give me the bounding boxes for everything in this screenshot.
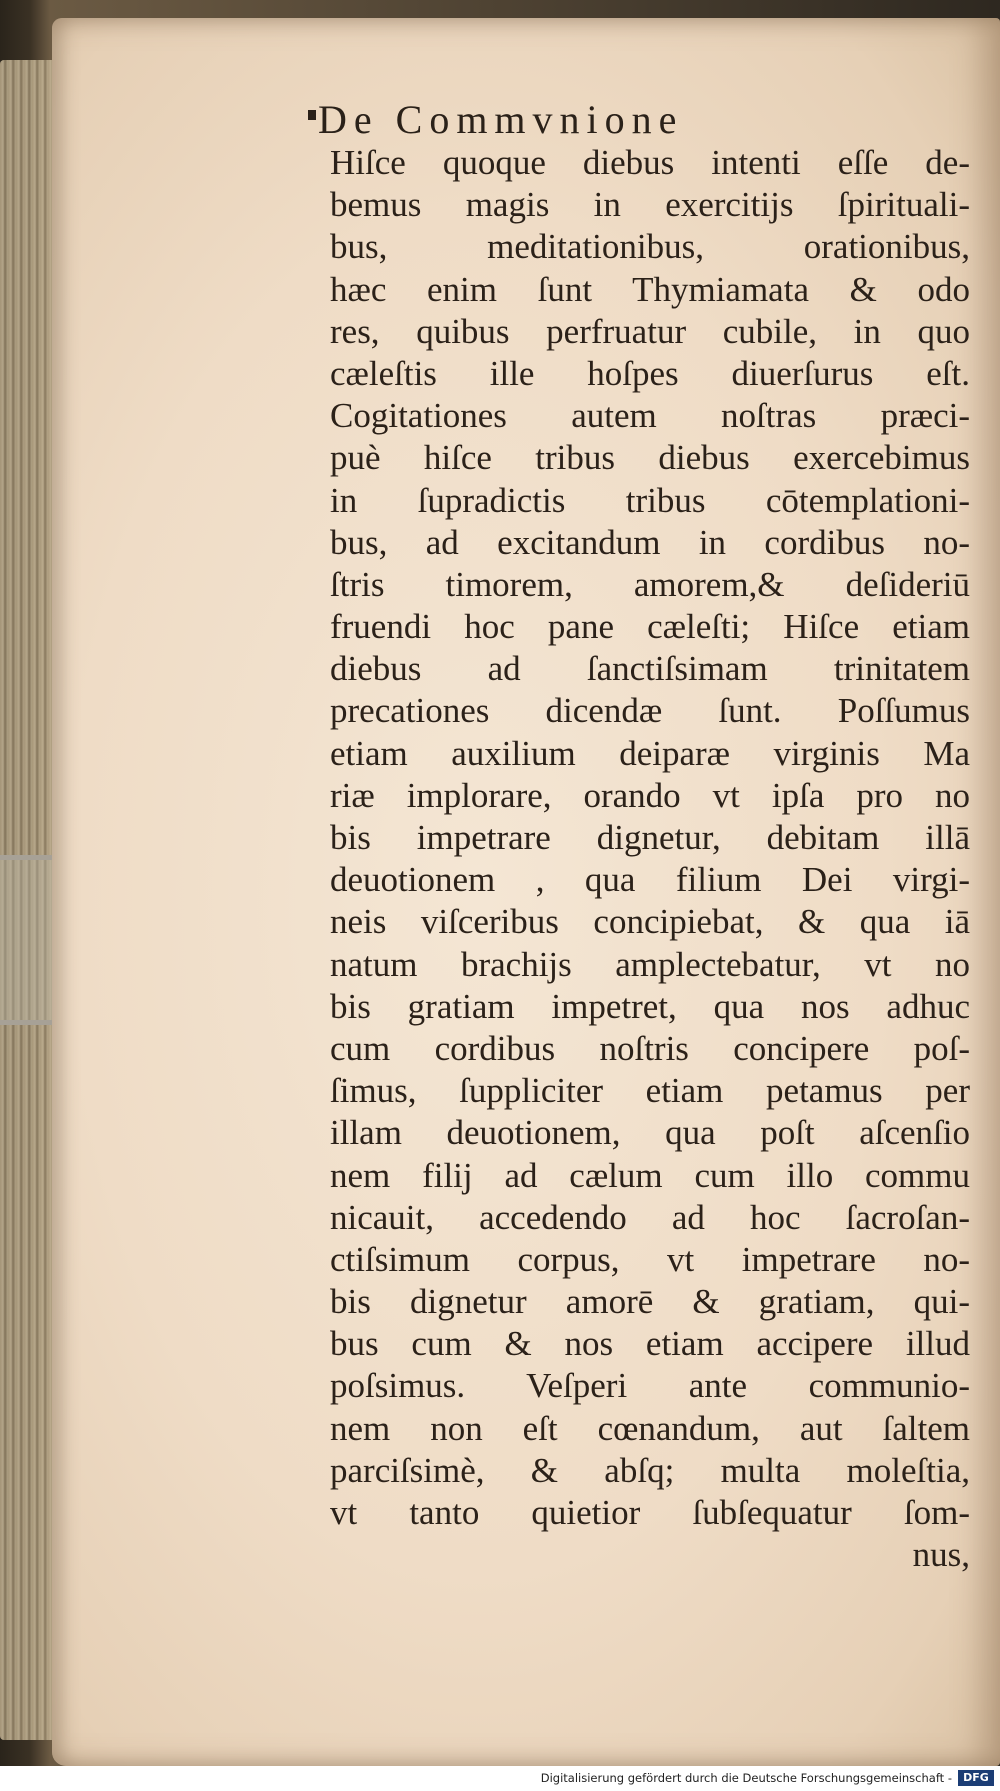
- text-line: neis viſceribus concipiebat, & qua iā: [330, 902, 970, 942]
- text-line: in ſupradictis tribus cōtemplationi-: [330, 480, 970, 520]
- text-line: bis gratiam impetret, qua nos adhuc: [330, 986, 970, 1026]
- text-line: parciſsimè, & abſq; multa moleſtia,: [330, 1450, 970, 1490]
- text-line: riæ implorare, orando vt ipſa pro no: [330, 775, 970, 815]
- text-line: bus cum & nos etiam accipere illud: [330, 1324, 970, 1364]
- text-line: puè hiſce tribus diebus exercebimus: [330, 438, 970, 478]
- footer-credit: Digitalisierung gefördert durch die Deutsche Forschungsgemeinschaft -: [540, 1771, 952, 1785]
- text-line: ſtris timorem, amorem,& deſideriū: [330, 564, 970, 604]
- text-line: deuotionem , qua filium Dei virgi-: [330, 860, 970, 900]
- text-line: illam deuotionem, qua poſt aſcenſio: [330, 1113, 970, 1153]
- text-line: nicauit, accedendo ad hoc ſacroſan-: [330, 1197, 970, 1237]
- footer-bar: [0, 1766, 1000, 1791]
- text-line: Hiſce quoque diebus intenti eſſe de-: [330, 143, 970, 182]
- text-line: vt tanto quietior ſubſequatur ſom-: [330, 1493, 970, 1532]
- text-line: nem non eſt cœnandum, aut ſaltem: [330, 1408, 970, 1448]
- running-header: [318, 96, 958, 143]
- header-title: De Commvnione: [318, 97, 684, 142]
- text-line: bis impetrare dignetur, debitam illā: [330, 818, 970, 857]
- text-line: cum cordibus noſtris concipere poſ-: [330, 1028, 970, 1068]
- text-line: ſimus, ſuppliciter etiam petamus per: [330, 1071, 970, 1111]
- catchword: nus,: [912, 1535, 970, 1575]
- text-line: natum brachijs amplectebatur, vt no: [330, 944, 970, 984]
- text-line: fruendi hoc pane cæleſti; Hiſce etiam: [330, 607, 970, 647]
- text-line: nem filij ad cælum cum illo commu: [330, 1155, 970, 1195]
- text-line: ctiſsimum corpus, vt impetrare no-: [330, 1239, 970, 1279]
- text-line: poſsimus. Veſperi ante communio-: [330, 1366, 970, 1406]
- text-line: Cogitationes autem noſtras præci-: [330, 396, 970, 436]
- text-line: cæleſtis ille hoſpes diuerſurus eſt.: [330, 353, 970, 393]
- text-line: bus, meditationibus, orationibus,: [330, 227, 970, 267]
- text-line: bus, ad excitandum in cordibus no-: [330, 522, 970, 562]
- text-line: bis dignetur amorē & gratiam, qui-: [330, 1282, 970, 1322]
- body-text: [330, 142, 970, 1576]
- text-line: etiam auxilium deiparæ virginis Ma: [330, 733, 970, 773]
- header-mark: [308, 110, 316, 120]
- text-line: diebus ad ſanctiſsimam trinitatem: [330, 649, 970, 689]
- text-line: precationes dicendæ ſunt. Poſſumus: [330, 691, 970, 731]
- text-line: res, quibus perfruatur cubile, in quo: [330, 311, 970, 351]
- text-line: bemus magis in exercitijs ſpirituali-: [330, 185, 970, 225]
- dfg-logo: DFG: [958, 1770, 994, 1786]
- text-line: hæc enim ſunt Thymiamata & odo: [330, 269, 970, 309]
